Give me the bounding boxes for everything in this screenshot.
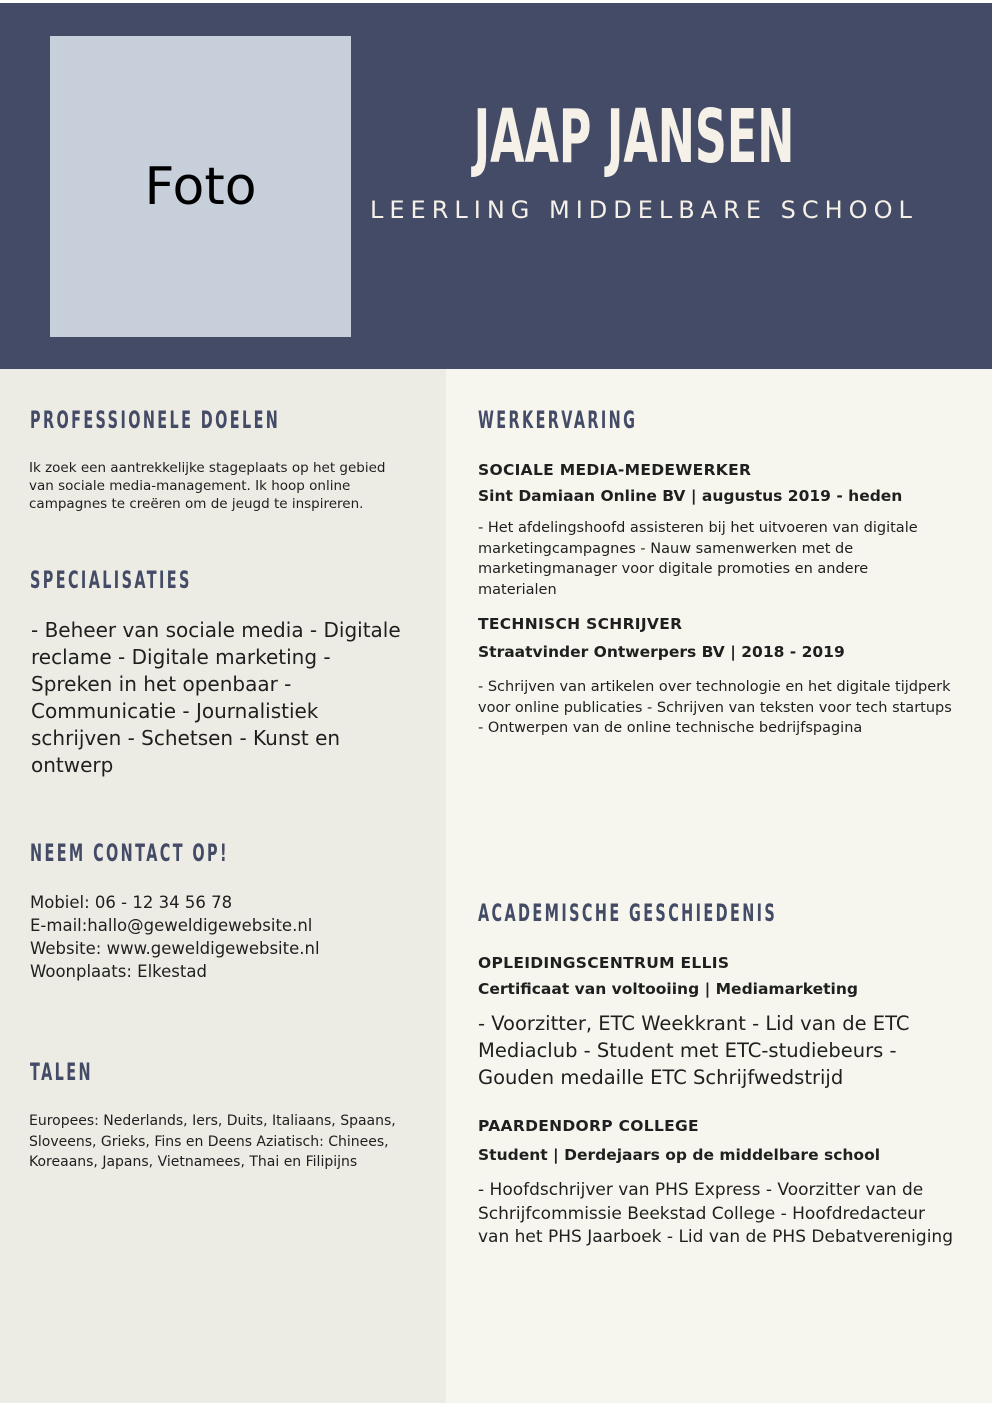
contact-mobile: Mobiel: 06 - 12 34 56 78	[30, 893, 233, 912]
contact-block	[30, 891, 320, 983]
specializations-text: - Beheer van sociale media - Digitale reclame - Digitale marketing - Spreken in het openbaar - Communicatie - Journalistiek schrijven - Schetsen - Kunst en ontwerp	[31, 618, 401, 777]
job-title: SOCIALE MEDIA-MEDEWERKER	[478, 461, 752, 479]
job-company: Sint Damiaan Online BV | augustus 2019 - heden	[478, 487, 903, 505]
school-subtitle: Certificaat van voltooiing | Mediamarketing	[478, 980, 858, 998]
candidate-role: LEERLING MIDDELBARE SCHOOL	[370, 196, 918, 224]
job-title: TECHNISCH SCHRIJVER	[478, 615, 683, 633]
goals-text: Ik zoek een aantrekkelijke stageplaats op het gebied van sociale media-management. Ik hoop online campagnes te creëren om de jeugd te inspireren.	[29, 460, 386, 512]
languages-text: Europees: Nederlands, Iers, Duits, Italiaans, Spaans, Sloveens, Grieks, Fins en Deens Aziatisch: Chinees, Koreaans, Japans, Vietnamees, Thai en Filipijns	[29, 1113, 396, 1170]
photo-label: Foto	[144, 156, 257, 217]
right-column	[446, 369, 992, 1403]
goals-heading: PROFESSIONELE DOELEN	[30, 406, 281, 434]
job-description: - Het afdelingshoofd assisteren bij het uitvoeren van digitale marketingcampagnes - Nauw samenwerken met de marketingmanager voor digitale promoties en andere materialen	[478, 520, 918, 598]
candidate-name: JAAP JANSEN	[473, 94, 795, 180]
contact-residence: Woonplaats: Elkestad	[30, 962, 207, 981]
contact-email: E-mail:hallo@geweldigewebsite.nl	[30, 916, 313, 935]
education-heading: ACADEMISCHE GESCHIEDENIS	[478, 899, 778, 927]
photo-placeholder	[50, 36, 351, 337]
contact-website: Website: www.geweldigewebsite.nl	[30, 939, 320, 958]
school-title: PAARDENDORP COLLEGE	[478, 1117, 699, 1135]
school-description: - Hoofdschrijver van PHS Express - Voorzitter van de Schrijfcommissie Beekstad College - Hoofdredacteur van het PHS Jaarboek - Lid van de PHS Debatvereniging	[478, 1180, 953, 1247]
languages-heading: TALEN	[30, 1058, 93, 1086]
job-description: - Schrijven van artikelen over technologie en het digitale tijdperk voor online publicaties - Schrijven van teksten voor tech startups - Ontwerpen van de online technische bedrijfspagina	[478, 679, 952, 736]
school-description: - Voorzitter, ETC Weekkrant - Lid van de ETC Mediaclub - Student met ETC-studiebeurs - Gouden medaille ETC Schrijfwedstrijd	[478, 1012, 910, 1089]
specializations-heading: SPECIALISATIES	[30, 566, 192, 594]
left-column	[0, 369, 446, 1403]
experience-heading: WERKERVARING	[478, 406, 638, 434]
header-banner	[0, 3, 992, 369]
contact-heading: NEEM CONTACT OP!	[30, 839, 229, 867]
school-title: OPLEIDINGSCENTRUM ELLIS	[478, 954, 730, 972]
school-subtitle: Student | Derdejaars op de middelbare school	[478, 1146, 881, 1164]
job-company: Straatvinder Ontwerpers BV | 2018 - 2019	[478, 643, 845, 661]
